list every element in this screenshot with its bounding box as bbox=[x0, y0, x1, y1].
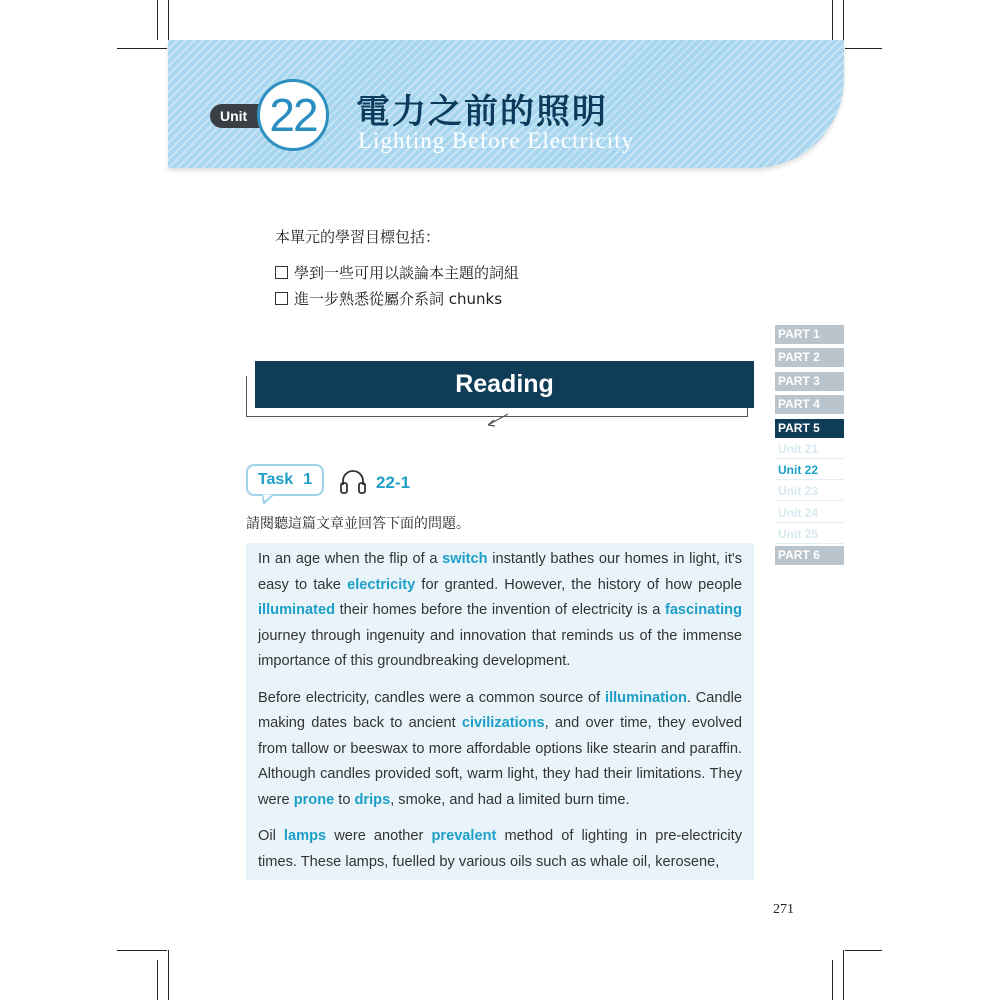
vocabulary-keyword: lamps bbox=[283, 828, 327, 844]
headphones-icon[interactable] bbox=[338, 467, 368, 495]
checkbox-icon bbox=[275, 292, 288, 305]
nav-part-3[interactable]: PART 3 bbox=[775, 372, 844, 391]
task-badge bbox=[246, 464, 324, 496]
nav-unit-24[interactable]: Unit 24 bbox=[775, 504, 844, 523]
nav-unit-22[interactable]: Unit 22 bbox=[775, 461, 844, 480]
unit-title-en: Lighting Before Electricity bbox=[358, 128, 635, 153]
page-number: 271 bbox=[773, 902, 794, 917]
crop-mark bbox=[117, 950, 167, 951]
passage-text: , smoke, and had a limited burn time. bbox=[390, 791, 630, 808]
nav-part-1[interactable]: PART 1 bbox=[775, 325, 844, 344]
passage-paragraph bbox=[258, 824, 742, 875]
passage-text: . Candle making dates back to ancient bbox=[258, 689, 742, 731]
vocabulary-keyword: fascinating bbox=[664, 602, 742, 618]
unit-title-zh: 電力之前的照明 bbox=[356, 92, 608, 132]
passage-text: to bbox=[334, 791, 355, 808]
passage-text: , and over time, they evolved from tallow or beeswax to more affordable options like stearin and paraffin. Although candles provided soft, warm light, they had their limitations. They were bbox=[258, 715, 743, 808]
unit-label: Unit bbox=[210, 104, 280, 128]
crop-mark bbox=[843, 950, 844, 1000]
unit-number-badge: 22 bbox=[257, 79, 329, 151]
passage-text: for granted. However, the history of how people bbox=[415, 576, 742, 593]
vocabulary-keyword: civilizations bbox=[461, 715, 545, 731]
vocabulary-keyword: prevalent bbox=[431, 828, 497, 844]
checkbox-icon bbox=[275, 266, 288, 279]
vocabulary-keyword: illuminated bbox=[258, 602, 336, 618]
crop-mark bbox=[832, 0, 833, 40]
vocabulary-keyword: drips bbox=[354, 791, 391, 808]
passage-paragraph bbox=[258, 547, 742, 675]
nav-unit-21[interactable]: Unit 21 bbox=[775, 440, 844, 459]
vocabulary-keyword: electricity bbox=[347, 576, 416, 593]
nav-part-4[interactable]: PART 4 bbox=[775, 395, 844, 414]
passage-text: Oil bbox=[258, 828, 284, 844]
passage-text: Before electricity, candles were a common source of bbox=[258, 689, 606, 706]
nav-unit-23[interactable]: Unit 23 bbox=[775, 482, 844, 501]
crop-mark bbox=[168, 950, 169, 1000]
crop-mark bbox=[832, 960, 833, 1000]
nav-part-5[interactable]: PART 5 bbox=[775, 419, 844, 438]
task-number: 1 bbox=[303, 471, 313, 488]
passage-text: In an age when the flip of a bbox=[258, 551, 443, 567]
objective-item: 進一步熟悉從屬介系詞 chunks bbox=[275, 288, 502, 309]
reading-passage bbox=[246, 543, 754, 880]
passage-text: were another bbox=[326, 828, 432, 844]
passage-text: their homes before the invention of electricity is a bbox=[335, 602, 665, 618]
task-instruction: 請閱聽這篇文章並回答下面的問題。 bbox=[246, 516, 470, 532]
crop-mark bbox=[157, 960, 158, 1000]
objectives-intro: 本單元的學習目標包括： bbox=[275, 228, 441, 246]
passage-paragraph bbox=[258, 686, 742, 814]
crop-mark bbox=[117, 48, 167, 49]
audio-track-number[interactable]: 22-1 bbox=[376, 473, 411, 492]
passage-text: journey through ingenuity and innovation that reminds us of the immense importance of this groundbreaking development. bbox=[258, 627, 742, 669]
passage-text: method of lighting in pre-electricity times. These lamps, fuelled by various oils such as whale oil, kerosene, bbox=[258, 828, 743, 870]
nav-unit-25[interactable]: Unit 25 bbox=[775, 525, 844, 544]
section-title: Reading bbox=[255, 361, 754, 408]
vocabulary-keyword: prone bbox=[293, 791, 335, 808]
passage-text: instantly bathes our homes in light, it's easy to take bbox=[258, 551, 743, 593]
speech-tail-icon bbox=[262, 494, 276, 504]
objective-item: 學到一些可用以談論本主題的詞組 bbox=[275, 262, 519, 283]
vocabulary-keyword: illumination bbox=[605, 689, 687, 706]
vocabulary-keyword: switch bbox=[442, 551, 488, 567]
nav-part-6[interactable]: PART 6 bbox=[775, 546, 844, 565]
crop-mark bbox=[157, 0, 158, 40]
crop-mark bbox=[845, 950, 882, 951]
arrow-icon bbox=[484, 412, 510, 428]
nav-part-2[interactable]: PART 2 bbox=[775, 348, 844, 367]
crop-mark bbox=[845, 48, 882, 49]
task-label: Task bbox=[257, 471, 294, 488]
